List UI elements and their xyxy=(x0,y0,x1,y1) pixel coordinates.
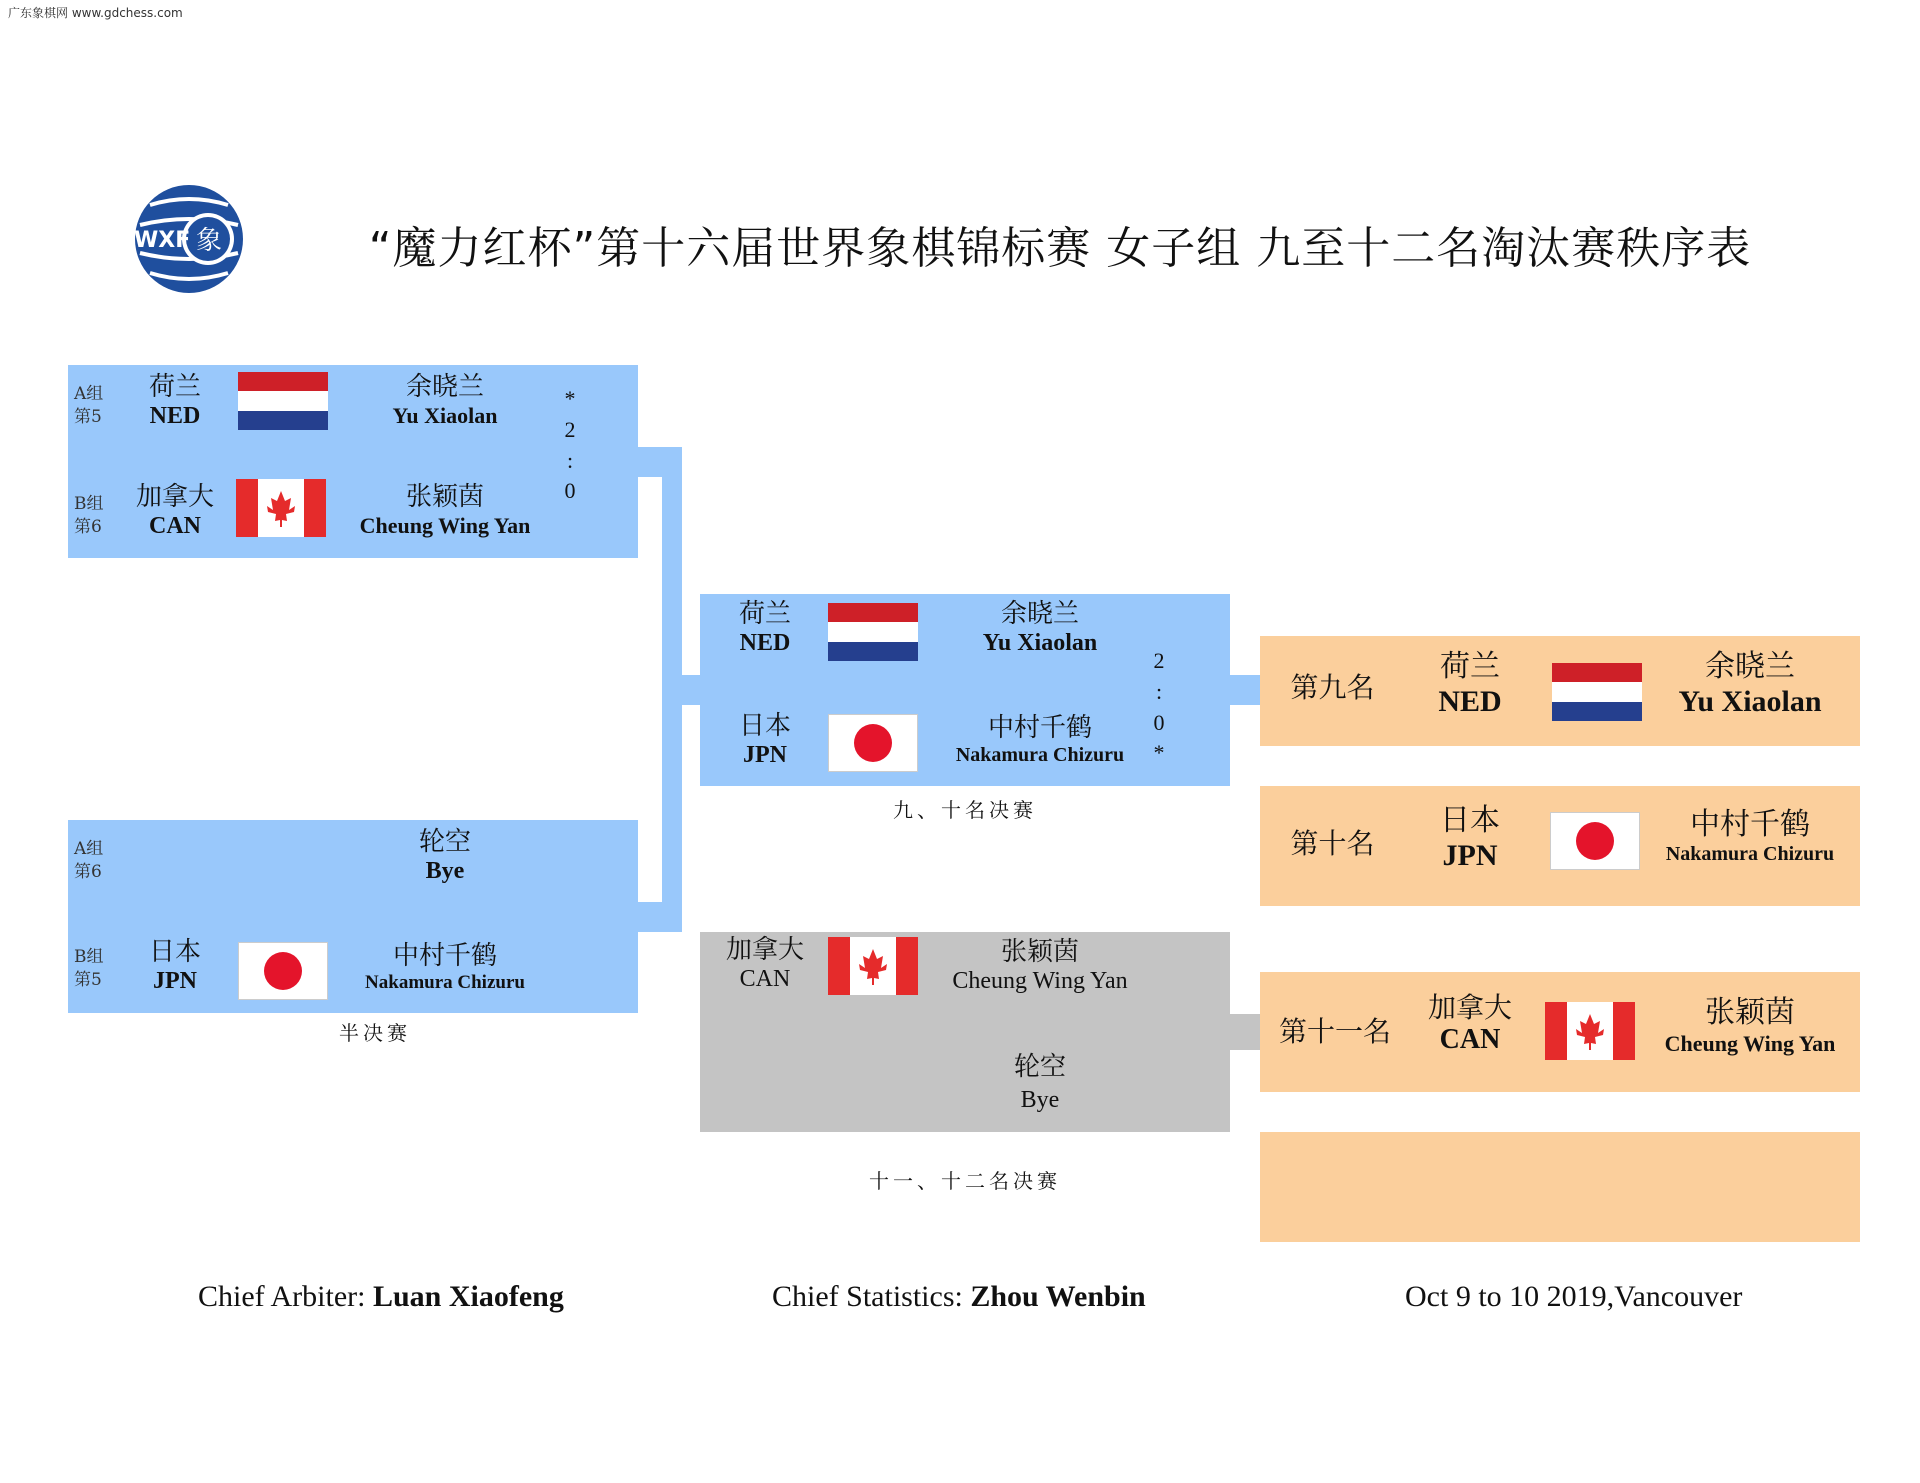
player-bye: 轮空 Bye xyxy=(1013,1052,1066,1113)
country: 荷兰 NED xyxy=(1438,649,1502,718)
group-seed: A组 第6 xyxy=(74,839,104,882)
netherlands-flag-icon xyxy=(828,603,918,661)
page-title: “魔力红杯”第十六届世界象棋锦标赛 女子组 九至十二名淘汰赛秩序表 xyxy=(368,223,1752,274)
player: 张颖茵 Cheung Wing Yan xyxy=(1664,995,1836,1056)
bracket-connector xyxy=(682,675,702,705)
final-9-10-caption: 九、十名决赛 xyxy=(893,798,1037,822)
player: 张颖茵 Cheung Wing Yan xyxy=(952,937,1128,994)
canada-flag-icon xyxy=(828,937,918,995)
bracket-connector xyxy=(1230,675,1260,705)
country: 加拿大 CAN xyxy=(135,482,214,539)
player-bye: 轮空 Bye xyxy=(418,827,471,884)
rank-label: 第九名 xyxy=(1290,671,1375,704)
country: 荷兰 NED xyxy=(148,372,201,429)
country: 日本 JPN xyxy=(148,937,201,994)
player: 余晓兰 Yu Xiaolan xyxy=(1678,649,1822,718)
country: 日本 JPN xyxy=(1440,803,1500,872)
country: 加拿大 CAN xyxy=(1427,991,1512,1056)
country: 加拿大 CAN xyxy=(725,935,804,992)
match-score: * 2 : 0 xyxy=(564,386,576,504)
japan-flag-icon xyxy=(828,714,918,772)
player: 中村千鹤 Nakamura Chizuru xyxy=(365,941,525,993)
canada-flag-icon xyxy=(236,479,326,537)
group-seed: A组 第5 xyxy=(74,384,104,427)
bracket-connector xyxy=(1230,1014,1260,1050)
netherlands-flag-icon xyxy=(1552,663,1642,721)
match-score: 2 : 0 * xyxy=(1153,648,1165,766)
rank-card-empty xyxy=(1260,1132,1860,1242)
rank-label: 第十名 xyxy=(1290,827,1375,860)
canada-flag-icon xyxy=(1545,1002,1635,1060)
wxf-logo-icon xyxy=(130,183,248,295)
watermark: 广东象棋网 www.gdchess.com xyxy=(8,6,183,20)
semifinal-caption: 半决赛 xyxy=(339,1021,411,1045)
player: 余晓兰 Yu Xiaolan xyxy=(392,372,498,428)
japan-flag-icon xyxy=(1550,812,1640,870)
bracket-connector xyxy=(662,447,682,932)
svg-text:WXF: WXF xyxy=(134,228,191,253)
player: 张颖茵 Cheung Wing Yan xyxy=(359,482,531,538)
bracket-connector xyxy=(638,902,682,932)
final-11-12-caption: 十一、十二名决赛 xyxy=(869,1169,1061,1193)
netherlands-flag-icon xyxy=(238,372,328,430)
group-seed: B组 第5 xyxy=(74,947,104,990)
player: 中村千鹤 Nakamura Chizuru xyxy=(1665,807,1835,865)
chief-statistics: Chief Statistics: Zhou Wenbin xyxy=(772,1280,1146,1313)
player: 余晓兰 Yu Xiaolan xyxy=(982,599,1098,656)
svg-text:象: 象 xyxy=(196,226,223,256)
japan-flag-icon xyxy=(238,942,328,1000)
group-seed: B组 第6 xyxy=(74,494,104,537)
date-place: Oct 9 to 10 2019,Vancouver xyxy=(1405,1280,1743,1313)
country: 日本 JPN xyxy=(738,711,791,768)
rank-label: 第十一名 xyxy=(1278,1015,1391,1048)
player: 中村千鹤 Nakamura Chizuru xyxy=(955,713,1125,766)
country: 荷兰 NED xyxy=(738,599,791,656)
chief-arbiter: Chief Arbiter: Luan Xiaofeng xyxy=(198,1280,564,1313)
